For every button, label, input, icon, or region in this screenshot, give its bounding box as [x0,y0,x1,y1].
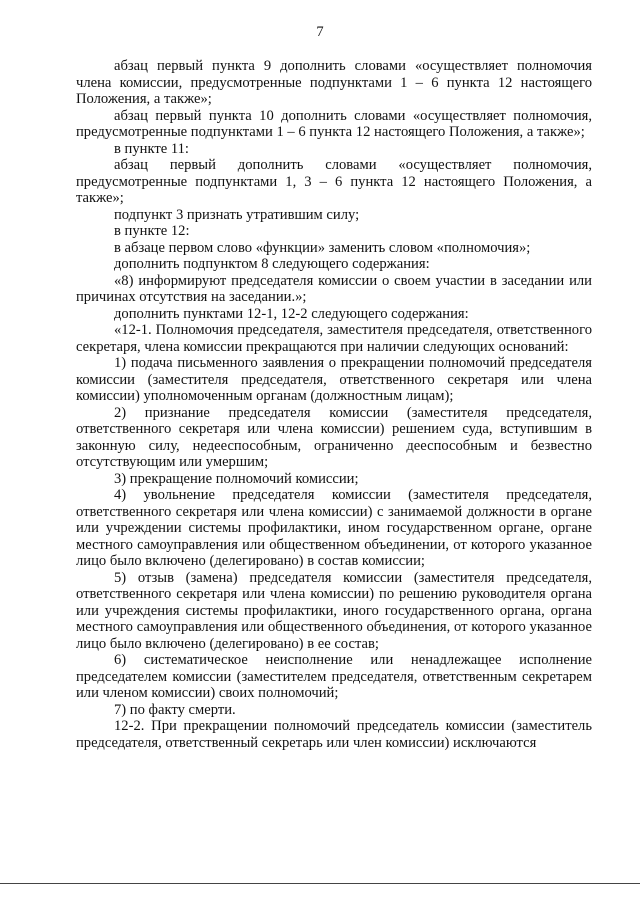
paragraph: подпункт 3 признать утратившим силу; [114,206,360,223]
paragraph: 5) отзыв (замена) председателя комиссии (заместителя председателя, ответственного секретаря или члена комиссии) по решению руководителя органа или учреждения системы профилактики, иного государственного органа, органа местного самоуправления или общественного объединения, от которого указанное лицо было включено (делегировано) в ее состав; [76,569,592,652]
paragraph: в пункте 11: [114,140,189,157]
paragraph: 7) по факту смерти. [114,701,236,718]
paragraph: абзац первый дополнить словами «осуществляет полномочия, предусмотренные подпунктами 1, 3 – 6 пункта 12 настоящего Положения, а также»; [76,157,592,206]
paragraph: в абзаце первом слово «функции» заменить словом «полномочия»; [114,239,531,256]
paragraph: абзац первый пункта 9 дополнить словами «осуществляет полномочия члена комиссии, предусмотренные подпунктами 1 – 6 пункта 12 настоящего Положения, а также»; [76,58,592,107]
paragraph: в пункте 12: [114,223,190,239]
document-body [76,58,592,751]
paragraph: дополнить пунктами 12-1, 12-2 следующего содержания: [114,305,469,322]
paragraph: 4) увольнение председателя комиссии (заместителя председателя, ответственного секретаря или члена комиссии) с занимаемой должности в органе или учреждении системы профилактики, ином государственном органе, органе местного самоуправления или общественном объединении, от которого указанное лицо было включено (делегировано) в состав комиссии; [76,487,592,569]
paragraph: 6) систематическое неисполнение или ненадлежащее исполнение председателем комиссии (заместителем председателя, ответственным секретарем или членом комиссии) своих полномочий; [76,652,592,701]
paragraph: 3) прекращение полномочий комиссии; [114,470,359,487]
paragraph: дополнить подпунктом 8 следующего содержания: [114,256,430,272]
paragraph: 2) признание председателя комиссии (заместителя председателя, ответственного секретаря или члена комиссии) решением суда, вступившим в законную силу, недееспособным, ограниченно дееспособным и безвестно отсутствующим или умершим; [76,404,592,470]
page-number: 7 [316,24,324,40]
paragraph: «8) информируют председателя комиссии о своем участии в заседании или причинах отсутствия на заседании.»; [76,272,592,305]
page-bottom-rule [0,883,640,884]
paragraph: «12-1. Полномочия председателя, заместителя председателя, ответственного секретаря, члена комиссии прекращаются при наличии следующих оснований: [76,322,592,355]
paragraph: 12-2. При прекращении полномочий председатель комиссии (заместитель председателя, ответственный секретарь или член комиссии) исключаются [76,718,592,751]
paragraph: абзац первый пункта 10 дополнить словами «осуществляет полномочия, предусмотренные подпунктами 1 – 6 пункта 12 настоящего Положения, а также»; [76,107,592,140]
paragraph: 1) подача письменного заявления о прекращении полномочий председателя комиссии (заместителя председателя, ответственного секретаря или члена комиссии) уполномоченным органам (должностным лицам); [76,355,592,404]
